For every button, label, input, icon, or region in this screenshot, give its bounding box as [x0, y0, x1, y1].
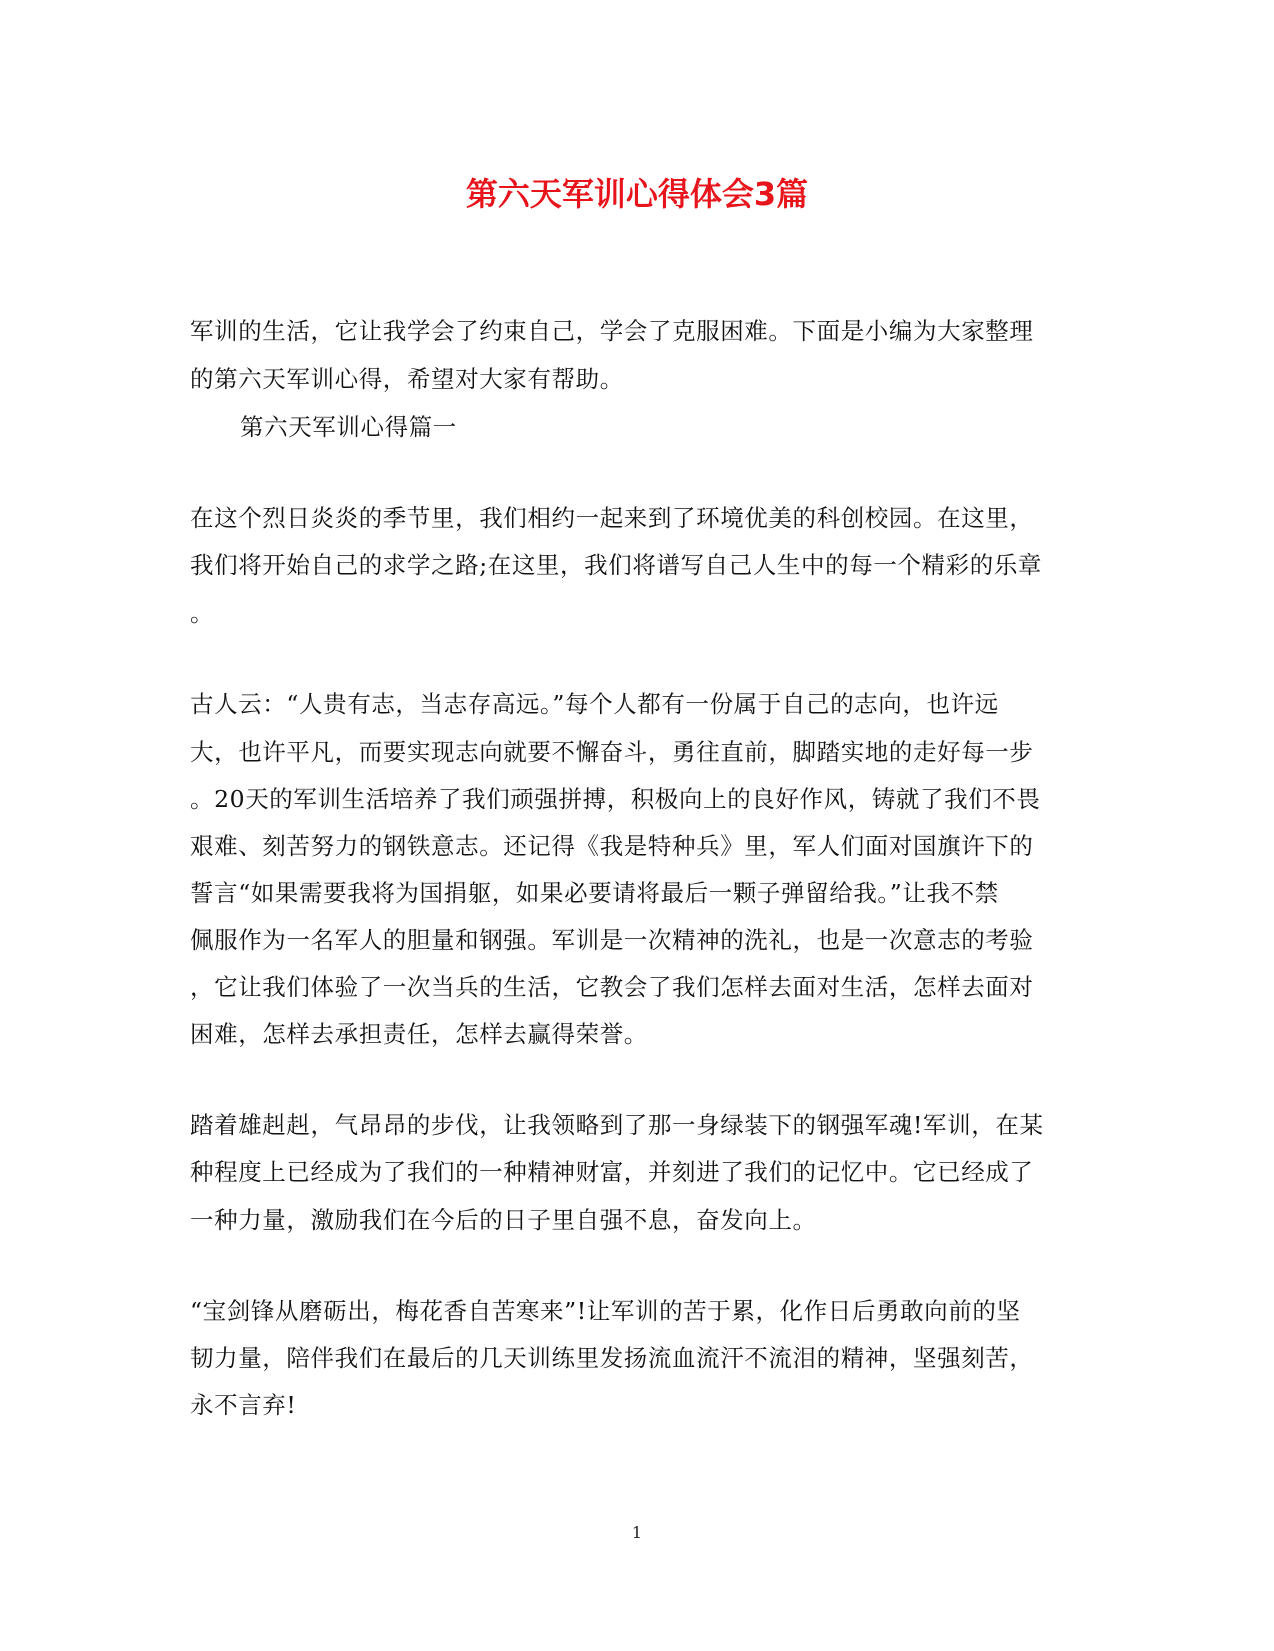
paragraph2-line-8: 困难，怎样去承担责任，怎样去赢得荣誉。 [190, 1020, 648, 1048]
paragraph2-line-3: 。20天的军训生活培养了我们顽强拼搏，积极向上的良好作风，铸就了我们不畏 [190, 785, 1041, 813]
paragraph1-line-3: 。 [190, 599, 215, 627]
paragraph2-line-7: ，它让我们体验了一次当兵的生活，它教会了我们怎样去面对生活，怎样去面对 [190, 973, 1034, 1001]
paragraph3-line-2: 种程度上已经成为了我们的一种精神财富，并刻进了我们的记忆中。它已经成了 [190, 1158, 1034, 1186]
intro-line-1: 军训的生活，它让我学会了约束自己，学会了克服困难。下面是小编为大家整理 [190, 317, 1034, 345]
paragraph1-line-2: 我们将开始自己的求学之路;在这里，我们将谱写自己人生中的每一个精彩的乐章 [190, 551, 1043, 579]
document-title: 第六天军训心得体会3篇 [465, 175, 809, 213]
paragraph3-line-3: 一种力量，激励我们在今后的日子里自强不息，奋发向上。 [190, 1206, 817, 1234]
paragraph1-line-1: 在这个烈日炎炎的季节里，我们相约一起来到了环境优美的科创校园。在这里， [190, 504, 1034, 532]
intro-line-2: 的第六天军训心得，希望对大家有帮助。 [190, 365, 624, 393]
page-number: 1 [631, 1523, 643, 1542]
paragraph4-line-2: 韧力量，陪伴我们在最后的几天训练里发扬流血流汗不流泪的精神，坚强刻苦， [190, 1344, 1034, 1372]
paragraph3-line-1: 踏着雄赳赳，气昂昂的步伐，让我领略到了那一身绿装下的钢强军魂!军训，在某 [190, 1111, 1044, 1139]
paragraph2-line-2: 大，也许平凡，而要实现志向就要不懈奋斗，勇往直前，脚踏实地的走好每一步 [190, 738, 1034, 766]
section-heading: 第六天军训心得篇一 [240, 413, 457, 441]
paragraph4-line-1: “宝剑锋从磨砺出，梅花香自苦寒来”!让军训的苦于累，化作日后勇敢向前的坚 [190, 1297, 1021, 1325]
paragraph2-line-1: 古人云：“人贵有志，当志存高远。”每个人都有一份属于自己的志向，也许远 [190, 690, 999, 718]
paragraph2-line-5: 誓言“如果需要我将为国捐躯，如果必要请将最后一颗子弹留给我。”让我不禁 [190, 879, 999, 907]
paragraph2-line-6: 佩服作为一名军人的胆量和钢强。军训是一次精神的洗礼，也是一次意志的考验 [190, 926, 1034, 954]
paragraph2-line-4: 艰难、刻苦努力的钢铁意志。还记得《我是特种兵》里，军人们面对国旗许下的 [190, 832, 1034, 860]
paragraph4-line-3: 永不言弃! [190, 1391, 297, 1419]
